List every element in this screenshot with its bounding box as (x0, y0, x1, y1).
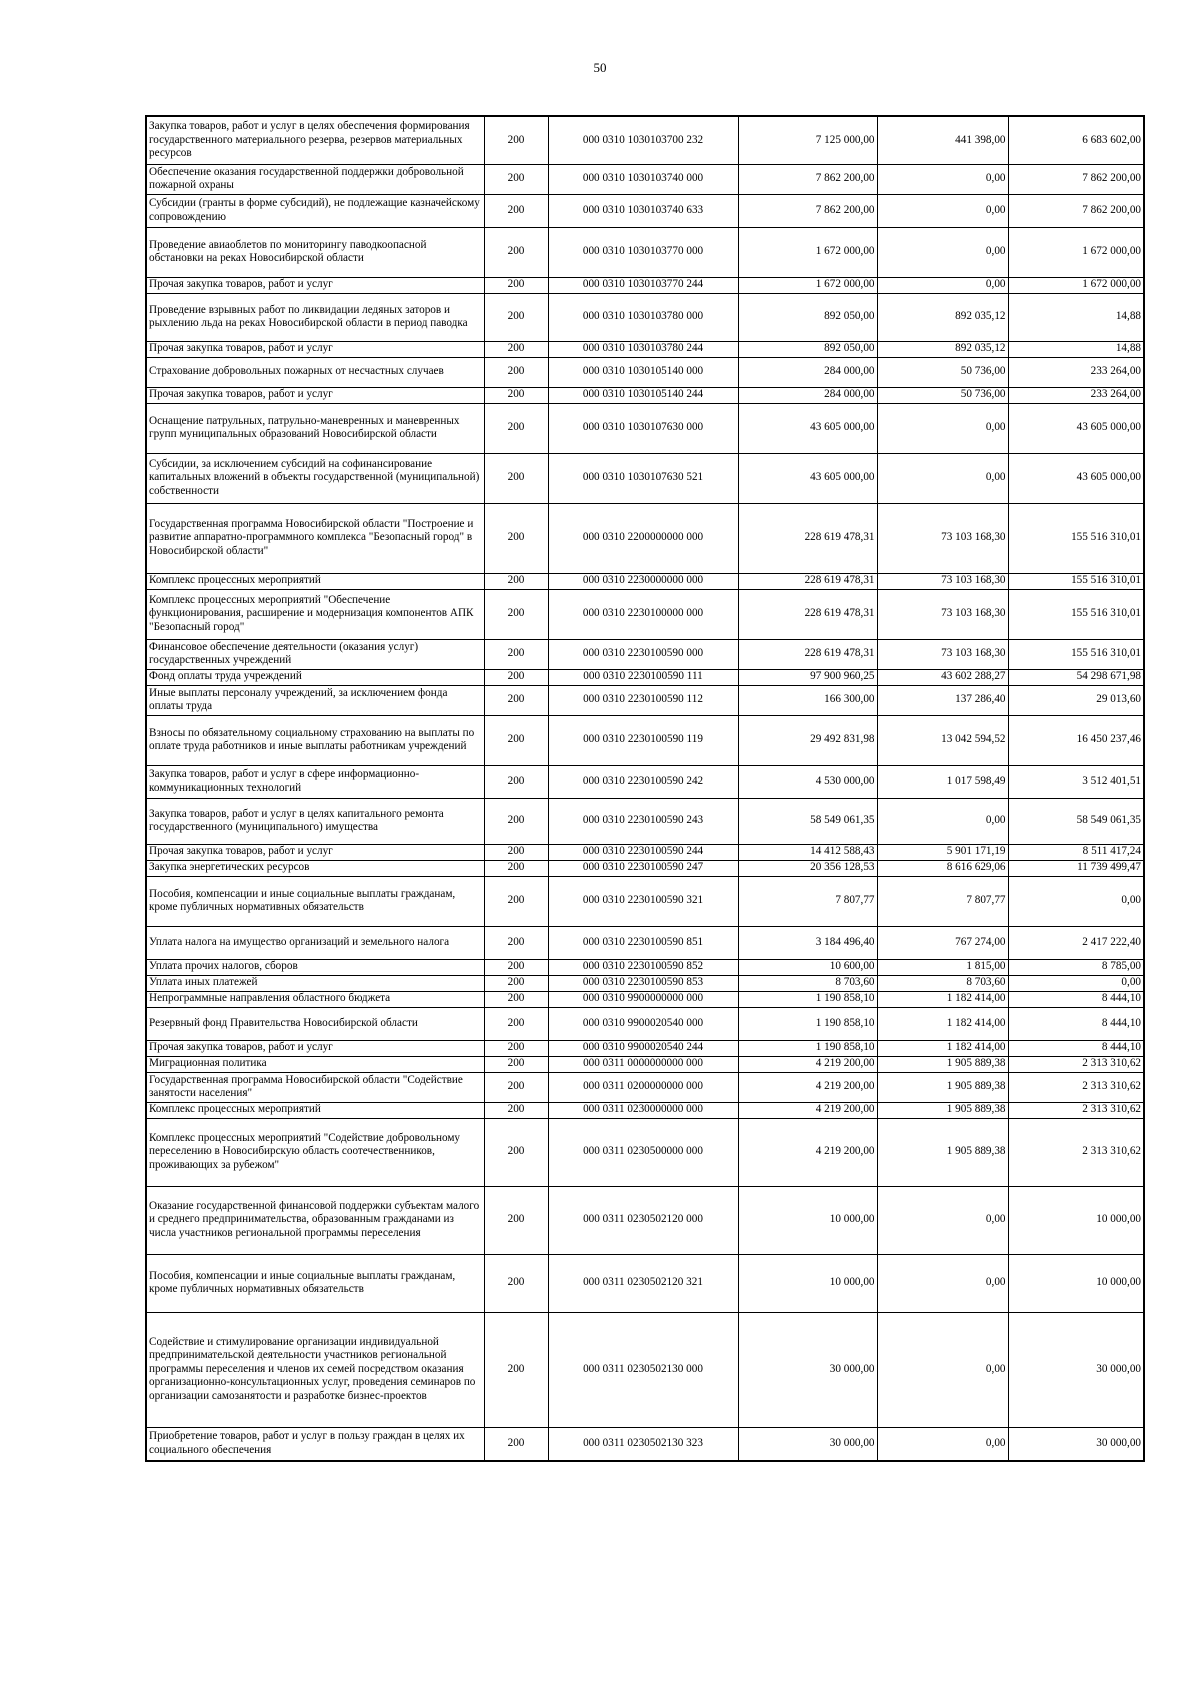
row-remaining-amount: 2 313 310,62 (1008, 1072, 1144, 1102)
budget-execution-table (145, 115, 1145, 1462)
table-row (146, 277, 1144, 293)
row-description: Взносы по обязательному социальному страхованию на выплаты по оплате труда работников и иные выплаты работникам учреждений (146, 715, 484, 765)
row-classification-code: 000 0311 0230502120 000 (548, 1186, 738, 1254)
row-executed-amount: 1 815,00 (877, 959, 1008, 975)
row-remaining-amount: 14,88 (1008, 341, 1144, 357)
table-row (146, 685, 1144, 715)
row-remaining-amount: 10 000,00 (1008, 1254, 1144, 1312)
row-remaining-amount: 2 313 310,62 (1008, 1118, 1144, 1186)
row-classification-code: 000 0311 0230502130 000 (548, 1312, 738, 1427)
row-line-code: 200 (484, 293, 548, 341)
row-approved-amount: 7 862 200,00 (738, 164, 877, 194)
row-approved-amount: 1 190 858,10 (738, 991, 877, 1007)
row-approved-amount: 20 356 128,53 (738, 860, 877, 876)
row-classification-code: 000 0310 1030103740 000 (548, 164, 738, 194)
row-executed-amount: 0,00 (877, 1312, 1008, 1427)
row-description: Закупка товаров, работ и услуг в целях капитального ремонта государственного (муниципального) имущества (146, 798, 484, 844)
row-line-code: 200 (484, 357, 548, 387)
page-number: 50 (593, 60, 607, 75)
row-description: Комплекс процессных мероприятий "Содействие добровольному переселению в Новосибирскую область соотечественников, проживающих за рубежом" (146, 1118, 484, 1186)
row-description: Уплата прочих налогов, сборов (146, 959, 484, 975)
table-row (146, 116, 1144, 164)
row-classification-code: 000 0310 1030103770 000 (548, 227, 738, 277)
row-line-code: 200 (484, 1007, 548, 1040)
row-remaining-amount: 16 450 237,46 (1008, 715, 1144, 765)
row-classification-code: 000 0310 2230100590 853 (548, 975, 738, 991)
row-line-code: 200 (484, 503, 548, 573)
row-approved-amount: 4 219 200,00 (738, 1056, 877, 1072)
table-row (146, 765, 1144, 798)
row-description: Прочая закупка товаров, работ и услуг (146, 844, 484, 860)
table-row (146, 1118, 1144, 1186)
row-approved-amount: 1 190 858,10 (738, 1040, 877, 1056)
table-row (146, 1072, 1144, 1102)
row-remaining-amount: 8 511 417,24 (1008, 844, 1144, 860)
row-line-code: 200 (484, 1254, 548, 1312)
row-description: Закупка энергетических ресурсов (146, 860, 484, 876)
row-executed-amount: 1 182 414,00 (877, 1040, 1008, 1056)
table-row (146, 357, 1144, 387)
row-description: Оказание государственной финансовой поддержки субъектам малого и среднего предпринимательства, образованным гражданами из числа участников региональной программы переселения (146, 1186, 484, 1254)
row-description: Приобретение товаров, работ и услуг в пользу граждан в целях их социального обеспечения (146, 1427, 484, 1461)
row-approved-amount: 30 000,00 (738, 1312, 877, 1427)
row-remaining-amount: 8 444,10 (1008, 1040, 1144, 1056)
row-classification-code: 000 0311 0230502120 321 (548, 1254, 738, 1312)
row-remaining-amount: 7 862 200,00 (1008, 194, 1144, 227)
row-classification-code: 000 0310 2230100590 247 (548, 860, 738, 876)
row-approved-amount: 228 619 478,31 (738, 639, 877, 669)
row-classification-code: 000 0310 2230100590 852 (548, 959, 738, 975)
row-approved-amount: 892 050,00 (738, 293, 877, 341)
row-remaining-amount: 8 444,10 (1008, 1007, 1144, 1040)
row-executed-amount: 73 103 168,30 (877, 573, 1008, 589)
row-classification-code: 000 0310 1030103700 232 (548, 116, 738, 164)
row-classification-code: 000 0310 1030105140 000 (548, 357, 738, 387)
row-classification-code: 000 0310 2230100590 000 (548, 639, 738, 669)
row-classification-code: 000 0310 2230100590 112 (548, 685, 738, 715)
row-approved-amount: 4 219 200,00 (738, 1072, 877, 1102)
table-row (146, 959, 1144, 975)
table-row (146, 227, 1144, 277)
row-executed-amount: 0,00 (877, 194, 1008, 227)
row-description: Непрограммные направления областного бюджета (146, 991, 484, 1007)
row-executed-amount: 73 103 168,30 (877, 503, 1008, 573)
row-classification-code: 000 0310 1030103770 244 (548, 277, 738, 293)
table-row (146, 844, 1144, 860)
row-description: Прочая закупка товаров, работ и услуг (146, 277, 484, 293)
row-approved-amount: 284 000,00 (738, 387, 877, 403)
row-approved-amount: 228 619 478,31 (738, 589, 877, 639)
row-line-code: 200 (484, 1312, 548, 1427)
row-classification-code: 000 0310 2230100590 242 (548, 765, 738, 798)
row-line-code: 200 (484, 387, 548, 403)
row-remaining-amount: 11 739 499,47 (1008, 860, 1144, 876)
row-approved-amount: 10 000,00 (738, 1186, 877, 1254)
row-classification-code: 000 0310 1030105140 244 (548, 387, 738, 403)
row-line-code: 200 (484, 1102, 548, 1118)
row-remaining-amount: 2 417 222,40 (1008, 926, 1144, 959)
table-row (146, 293, 1144, 341)
row-line-code: 200 (484, 164, 548, 194)
row-line-code: 200 (484, 639, 548, 669)
row-description: Пособия, компенсации и иные социальные выплаты гражданам, кроме публичных нормативных обязательств (146, 876, 484, 926)
row-remaining-amount: 1 672 000,00 (1008, 227, 1144, 277)
row-approved-amount: 7 807,77 (738, 876, 877, 926)
table-row (146, 1102, 1144, 1118)
row-line-code: 200 (484, 573, 548, 589)
row-executed-amount: 8 703,60 (877, 975, 1008, 991)
row-executed-amount: 137 286,40 (877, 685, 1008, 715)
row-remaining-amount: 30 000,00 (1008, 1427, 1144, 1461)
row-approved-amount: 1 190 858,10 (738, 1007, 877, 1040)
row-approved-amount: 58 549 061,35 (738, 798, 877, 844)
row-classification-code: 000 0310 1030103780 244 (548, 341, 738, 357)
row-line-code: 200 (484, 975, 548, 991)
row-classification-code: 000 0310 2230000000 000 (548, 573, 738, 589)
row-approved-amount: 10 000,00 (738, 1254, 877, 1312)
row-executed-amount: 0,00 (877, 227, 1008, 277)
row-executed-amount: 441 398,00 (877, 116, 1008, 164)
table-row (146, 403, 1144, 453)
row-description: Финансовое обеспечение деятельности (оказания услуг) государственных учреждений (146, 639, 484, 669)
row-executed-amount: 0,00 (877, 798, 1008, 844)
row-line-code: 200 (484, 1040, 548, 1056)
row-line-code: 200 (484, 403, 548, 453)
row-remaining-amount: 30 000,00 (1008, 1312, 1144, 1427)
row-remaining-amount: 8 785,00 (1008, 959, 1144, 975)
row-approved-amount: 892 050,00 (738, 341, 877, 357)
row-classification-code: 000 0311 0000000000 000 (548, 1056, 738, 1072)
row-description: Прочая закупка товаров, работ и услуг (146, 387, 484, 403)
row-classification-code: 000 0310 1030107630 521 (548, 453, 738, 503)
row-remaining-amount: 155 516 310,01 (1008, 503, 1144, 573)
table-row (146, 669, 1144, 685)
row-description: Комплекс процессных мероприятий (146, 1102, 484, 1118)
table-row (146, 1056, 1144, 1072)
row-executed-amount: 5 901 171,19 (877, 844, 1008, 860)
table-row (146, 503, 1144, 573)
row-line-code: 200 (484, 589, 548, 639)
row-executed-amount: 1 182 414,00 (877, 1007, 1008, 1040)
row-approved-amount: 29 492 831,98 (738, 715, 877, 765)
table-row (146, 1254, 1144, 1312)
row-description: Субсидии (гранты в форме субсидий), не подлежащие казначейскому сопровождению (146, 194, 484, 227)
row-description: Закупка товаров, работ и услуг в сфере информационно-коммуникационных технологий (146, 765, 484, 798)
row-remaining-amount: 14,88 (1008, 293, 1144, 341)
row-remaining-amount: 0,00 (1008, 876, 1144, 926)
row-remaining-amount: 54 298 671,98 (1008, 669, 1144, 685)
row-description: Субсидии, за исключением субсидий на софинансирование капитальных вложений в объекты государственной (муниципальной) собственности (146, 453, 484, 503)
row-remaining-amount: 6 683 602,00 (1008, 116, 1144, 164)
row-remaining-amount: 7 862 200,00 (1008, 164, 1144, 194)
row-description: Комплекс процессных мероприятий "Обеспечение функционирования, расширение и модернизация компонентов АПК "Безопасный город" (146, 589, 484, 639)
row-classification-code: 000 0311 0230502130 323 (548, 1427, 738, 1461)
row-executed-amount: 43 602 288,27 (877, 669, 1008, 685)
row-line-code: 200 (484, 669, 548, 685)
row-line-code: 200 (484, 341, 548, 357)
table-row (146, 991, 1144, 1007)
row-executed-amount: 0,00 (877, 453, 1008, 503)
row-remaining-amount: 58 549 061,35 (1008, 798, 1144, 844)
row-approved-amount: 14 412 588,43 (738, 844, 877, 860)
row-classification-code: 000 0310 2230100590 111 (548, 669, 738, 685)
table-row (146, 926, 1144, 959)
row-remaining-amount: 0,00 (1008, 975, 1144, 991)
row-description: Государственная программа Новосибирской области "Построение и развитие аппаратно-программного комплекса "Безопасный город" в Новосибирской области" (146, 503, 484, 573)
row-classification-code: 000 0311 0200000000 000 (548, 1072, 738, 1102)
table-row (146, 194, 1144, 227)
row-executed-amount: 7 807,77 (877, 876, 1008, 926)
row-remaining-amount: 3 512 401,51 (1008, 765, 1144, 798)
table-row (146, 715, 1144, 765)
table-row (146, 164, 1144, 194)
row-remaining-amount: 10 000,00 (1008, 1186, 1144, 1254)
row-description: Уплата иных платежей (146, 975, 484, 991)
table-row (146, 387, 1144, 403)
row-approved-amount: 97 900 960,25 (738, 669, 877, 685)
row-executed-amount: 8 616 629,06 (877, 860, 1008, 876)
row-description: Страхование добровольных пожарных от несчастных случаев (146, 357, 484, 387)
table-row (146, 1186, 1144, 1254)
row-line-code: 200 (484, 991, 548, 1007)
row-description: Государственная программа Новосибирской области "Содействие занятости населения" (146, 1072, 484, 1102)
table-row (146, 975, 1144, 991)
row-executed-amount: 1 017 598,49 (877, 765, 1008, 798)
row-executed-amount: 50 736,00 (877, 357, 1008, 387)
row-classification-code: 000 0311 0230500000 000 (548, 1118, 738, 1186)
row-approved-amount: 4 530 000,00 (738, 765, 877, 798)
row-remaining-amount: 233 264,00 (1008, 357, 1144, 387)
row-executed-amount: 73 103 168,30 (877, 589, 1008, 639)
row-executed-amount: 0,00 (877, 1186, 1008, 1254)
row-remaining-amount: 155 516 310,01 (1008, 589, 1144, 639)
row-classification-code: 000 0310 2230100590 851 (548, 926, 738, 959)
row-executed-amount: 892 035,12 (877, 341, 1008, 357)
row-approved-amount: 284 000,00 (738, 357, 877, 387)
row-remaining-amount: 8 444,10 (1008, 991, 1144, 1007)
row-line-code: 200 (484, 453, 548, 503)
row-approved-amount: 3 184 496,40 (738, 926, 877, 959)
row-executed-amount: 0,00 (877, 277, 1008, 293)
row-remaining-amount: 2 313 310,62 (1008, 1102, 1144, 1118)
row-description: Иные выплаты персоналу учреждений, за исключением фонда оплаты труда (146, 685, 484, 715)
table-row (146, 1427, 1144, 1461)
row-description: Прочая закупка товаров, работ и услуг (146, 341, 484, 357)
row-description: Обеспечение оказания государственной поддержки добровольной пожарной охраны (146, 164, 484, 194)
row-approved-amount: 30 000,00 (738, 1427, 877, 1461)
row-executed-amount: 1 905 889,38 (877, 1118, 1008, 1186)
row-executed-amount: 0,00 (877, 1254, 1008, 1312)
row-description: Прочая закупка товаров, работ и услуг (146, 1040, 484, 1056)
row-line-code: 200 (484, 116, 548, 164)
row-line-code: 200 (484, 277, 548, 293)
row-approved-amount: 43 605 000,00 (738, 453, 877, 503)
row-executed-amount: 13 042 594,52 (877, 715, 1008, 765)
row-classification-code: 000 0310 1030103780 000 (548, 293, 738, 341)
row-remaining-amount: 155 516 310,01 (1008, 639, 1144, 669)
row-classification-code: 000 0310 9900020540 000 (548, 1007, 738, 1040)
row-classification-code: 000 0310 1030107630 000 (548, 403, 738, 453)
row-line-code: 200 (484, 798, 548, 844)
row-line-code: 200 (484, 227, 548, 277)
row-line-code: 200 (484, 959, 548, 975)
row-approved-amount: 7 862 200,00 (738, 194, 877, 227)
table-row (146, 1312, 1144, 1427)
row-classification-code: 000 0310 2230100590 321 (548, 876, 738, 926)
row-description: Уплата налога на имущество организаций и земельного налога (146, 926, 484, 959)
row-executed-amount: 0,00 (877, 1427, 1008, 1461)
row-line-code: 200 (484, 1072, 548, 1102)
row-line-code: 200 (484, 1056, 548, 1072)
row-remaining-amount: 1 672 000,00 (1008, 277, 1144, 293)
row-remaining-amount: 43 605 000,00 (1008, 453, 1144, 503)
row-approved-amount: 7 125 000,00 (738, 116, 877, 164)
table-body (146, 116, 1144, 1461)
row-approved-amount: 8 703,60 (738, 975, 877, 991)
row-line-code: 200 (484, 844, 548, 860)
row-executed-amount: 0,00 (877, 403, 1008, 453)
table-row (146, 1040, 1144, 1056)
row-classification-code: 000 0310 2230100590 243 (548, 798, 738, 844)
row-executed-amount: 1 905 889,38 (877, 1072, 1008, 1102)
row-line-code: 200 (484, 926, 548, 959)
row-executed-amount: 1 905 889,38 (877, 1056, 1008, 1072)
row-classification-code: 000 0311 0230000000 000 (548, 1102, 738, 1118)
table-row (146, 1007, 1144, 1040)
row-line-code: 200 (484, 860, 548, 876)
row-description: Резервный фонд Правительства Новосибирской области (146, 1007, 484, 1040)
row-line-code: 200 (484, 194, 548, 227)
row-approved-amount: 228 619 478,31 (738, 503, 877, 573)
table-row (146, 639, 1144, 669)
row-line-code: 200 (484, 1118, 548, 1186)
row-approved-amount: 228 619 478,31 (738, 573, 877, 589)
row-executed-amount: 0,00 (877, 164, 1008, 194)
table-row (146, 341, 1144, 357)
row-description: Оснащение патрульных, патрульно-маневренных и маневренных групп муниципальных образований Новосибирской области (146, 403, 484, 453)
row-line-code: 200 (484, 1186, 548, 1254)
row-classification-code: 000 0310 9900020540 244 (548, 1040, 738, 1056)
table-row (146, 876, 1144, 926)
row-approved-amount: 1 672 000,00 (738, 227, 877, 277)
row-description: Закупка товаров, работ и услуг в целях обеспечения формирования государственного материального резерва, резервов материальных ресурсов (146, 116, 484, 164)
row-classification-code: 000 0310 9900000000 000 (548, 991, 738, 1007)
table-row (146, 860, 1144, 876)
table-row (146, 798, 1144, 844)
row-description: Проведение авиаоблетов по мониторингу паводкоопасной обстановки на реках Новосибирской области (146, 227, 484, 277)
row-executed-amount: 1 905 889,38 (877, 1102, 1008, 1118)
row-line-code: 200 (484, 765, 548, 798)
row-approved-amount: 4 219 200,00 (738, 1118, 877, 1186)
table-row (146, 589, 1144, 639)
row-remaining-amount: 155 516 310,01 (1008, 573, 1144, 589)
row-line-code: 200 (484, 685, 548, 715)
row-line-code: 200 (484, 1427, 548, 1461)
row-description: Проведение взрывных работ по ликвидации ледяных заторов и рыхлению льда на реках Новосибирской области в период паводка (146, 293, 484, 341)
row-executed-amount: 73 103 168,30 (877, 639, 1008, 669)
row-line-code: 200 (484, 715, 548, 765)
row-line-code: 200 (484, 876, 548, 926)
row-executed-amount: 892 035,12 (877, 293, 1008, 341)
row-remaining-amount: 43 605 000,00 (1008, 403, 1144, 453)
table-row (146, 573, 1144, 589)
row-description: Фонд оплаты труда учреждений (146, 669, 484, 685)
row-classification-code: 000 0310 1030103740 633 (548, 194, 738, 227)
row-remaining-amount: 233 264,00 (1008, 387, 1144, 403)
row-description: Комплекс процессных мероприятий (146, 573, 484, 589)
row-classification-code: 000 0310 2230100590 119 (548, 715, 738, 765)
row-approved-amount: 4 219 200,00 (738, 1102, 877, 1118)
row-approved-amount: 166 300,00 (738, 685, 877, 715)
row-approved-amount: 43 605 000,00 (738, 403, 877, 453)
row-classification-code: 000 0310 2200000000 000 (548, 503, 738, 573)
row-description: Пособия, компенсации и иные социальные выплаты гражданам, кроме публичных нормативных обязательств (146, 1254, 484, 1312)
row-remaining-amount: 2 313 310,62 (1008, 1056, 1144, 1072)
row-description: Содействие и стимулирование организации индивидуальной предпринимательской деятельности участников региональной программы переселения и членов их семей посредством оказания организационно-консультационных услуг, проведения семинаров по организации самозанятости и разработке бизнес-проектов (146, 1312, 484, 1427)
row-executed-amount: 50 736,00 (877, 387, 1008, 403)
row-approved-amount: 1 672 000,00 (738, 277, 877, 293)
row-classification-code: 000 0310 2230100590 244 (548, 844, 738, 860)
row-approved-amount: 10 600,00 (738, 959, 877, 975)
row-executed-amount: 1 182 414,00 (877, 991, 1008, 1007)
row-executed-amount: 767 274,00 (877, 926, 1008, 959)
row-classification-code: 000 0310 2230100000 000 (548, 589, 738, 639)
row-description: Миграционная политика (146, 1056, 484, 1072)
row-remaining-amount: 29 013,60 (1008, 685, 1144, 715)
table-row (146, 453, 1144, 503)
